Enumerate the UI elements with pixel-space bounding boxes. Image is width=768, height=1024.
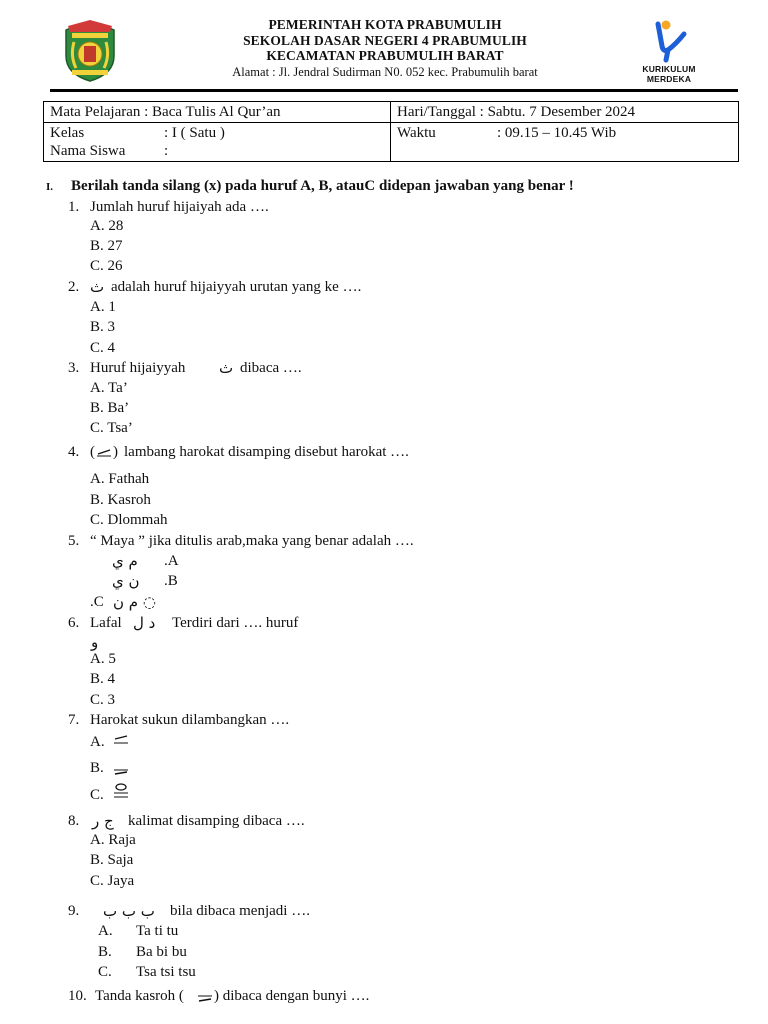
question-4-option-c: C. Dlommah (90, 512, 168, 528)
class-label: Kelas (50, 125, 85, 141)
question-4-option-a: A. Fathah (90, 471, 150, 487)
question-7-option-c: C. (90, 787, 104, 803)
kurikulum-merdeka-text: KURIKULUM MERDEKA (642, 64, 696, 84)
question-2-number: 2. (68, 279, 80, 295)
question-9-text: bila dibaca menjadi …. (170, 903, 310, 919)
question-7-option-a: A. (90, 734, 105, 750)
question-7-number: 7. (68, 712, 80, 728)
name-label: Nama Siswa (50, 143, 126, 159)
question-6-text-2: Terdiri dari …. huruf (172, 615, 299, 631)
question-5-option-c-label: .C (90, 594, 104, 610)
question-10-text-2: ) dibaca dengan bunyi …. (214, 988, 370, 1004)
question-5-number: 5. (68, 533, 80, 549)
question-1-option-c: C. 26 (90, 258, 123, 274)
letterhead-line3: KECAMATAN PRABUMULIH BARAT (266, 48, 504, 63)
question-1-option-a: A. 28 (90, 218, 124, 234)
name-value: : (164, 143, 169, 159)
kasrah-mark-icon (196, 988, 214, 1009)
question-7-option-b: B. (90, 760, 104, 776)
time-value: : 09.15 – 10.45 Wib (497, 125, 617, 141)
question-4-text: lambang harokat disamping disebut harokat …. (124, 444, 409, 460)
question-8-number: 8. (68, 813, 80, 829)
question-9-option-b: Ba bi bu (136, 944, 187, 960)
question-8-option-c: C. Jaya (90, 873, 135, 889)
question-2-text: adalah huruf hijaiyyah urutan yang ke …. (111, 279, 362, 295)
question-3-arabic: ث (219, 359, 234, 377)
question-9-option-c: Tsa tsi tsu (136, 964, 196, 980)
question-6-arabic: د ل (133, 614, 156, 632)
question-6-option-c: C. 3 (90, 692, 116, 708)
class-value: : I ( Satu ) (164, 125, 225, 141)
question-2-option-a: A. 1 (90, 299, 116, 315)
date-text: Hari/Tanggal : Sabtu. 7 Desember 2024 (397, 104, 636, 120)
section-instruction: Berilah tanda silang (x) pada huruf A, B, atauC didepan jawaban yang benar ! (71, 178, 574, 194)
question-9-number: 9. (68, 903, 80, 919)
question-6-arabic-2: و (91, 633, 99, 651)
question-1-text: Jumlah huruf hijaiyah ada …. (90, 199, 269, 215)
question-8-option-b: B. Saja (90, 852, 134, 868)
question-9-option-a: Ta ti tu (136, 923, 179, 939)
question-10-text: Tanda kasroh ( (95, 988, 184, 1004)
question-1-number: 1. (68, 199, 80, 215)
question-3-option-b: B. Ba’ (90, 400, 130, 416)
question-3-text-2: dibaca …. (240, 360, 302, 376)
question-8-option-a: A. Raja (90, 832, 136, 848)
question-6-text: Lafal (90, 615, 122, 631)
letterhead-line1: PEMERINTAH KOTA PRABUMULIH (268, 17, 502, 32)
question-9-option-b-label: B. (98, 944, 112, 960)
question-3-text: Huruf hijaiyyah (90, 360, 186, 376)
question-4-harakat: ( ) (90, 444, 118, 460)
subject-text: Mata Pelajaran : Baca Tulis Al Qur’an (50, 104, 281, 120)
question-3-number: 3. (68, 360, 80, 376)
question-9-arabic: ب ب ب (103, 902, 155, 920)
question-9-option-a-label: A. (98, 923, 113, 939)
question-10-number: 10. (68, 988, 87, 1004)
letterhead-line2: SEKOLAH DASAR NEGERI 4 PRABUMULIH (243, 32, 527, 48)
question-2-arabic: ث (90, 278, 105, 296)
question-5-option-a-arabic: م ي (112, 552, 138, 570)
question-2-option-b: B. 3 (90, 319, 116, 335)
question-5-option-b-arabic: ن ي (112, 572, 140, 590)
question-6-number: 6. (68, 615, 80, 631)
question-5-option-a-label: .A (164, 553, 179, 569)
sukun-sign-icon (112, 782, 130, 805)
question-8-text: kalimat disamping dibaca …. (128, 813, 305, 829)
fathah-sign-icon (112, 732, 130, 753)
question-4-number: 4. (68, 444, 80, 460)
question-8-arabic: ج ر (92, 812, 114, 830)
question-4-option-b: B. Kasroh (90, 492, 151, 508)
fathah-mark-icon (95, 444, 113, 458)
question-2-option-c: C. 4 (90, 340, 116, 356)
question-7-text: Harokat sukun dilambangkan …. (90, 712, 290, 728)
section-number: I. (46, 181, 54, 193)
question-9-option-c-label: C. (98, 964, 112, 980)
question-5-option-b-label: .B (164, 573, 178, 589)
kasrah-sign-icon (112, 760, 130, 781)
question-6-option-b: B. 4 (90, 671, 116, 687)
question-3-option-c: C. Tsa’ (90, 420, 133, 436)
time-label: Waktu (397, 125, 436, 141)
question-5-text: “ Maya ” jika ditulis arab,maka yang benar adalah …. (90, 533, 414, 549)
letterhead-address: Alamat : Jl. Jendral Sudirman N0. 052 kec. Prabumulih barat (232, 64, 538, 79)
question-5-option-c-arabic: م ن ◌ (113, 593, 156, 611)
question-3-option-a: A. Ta’ (90, 380, 128, 396)
question-6-option-a: A. 5 (90, 651, 116, 667)
question-1-option-b: B. 27 (90, 238, 123, 254)
